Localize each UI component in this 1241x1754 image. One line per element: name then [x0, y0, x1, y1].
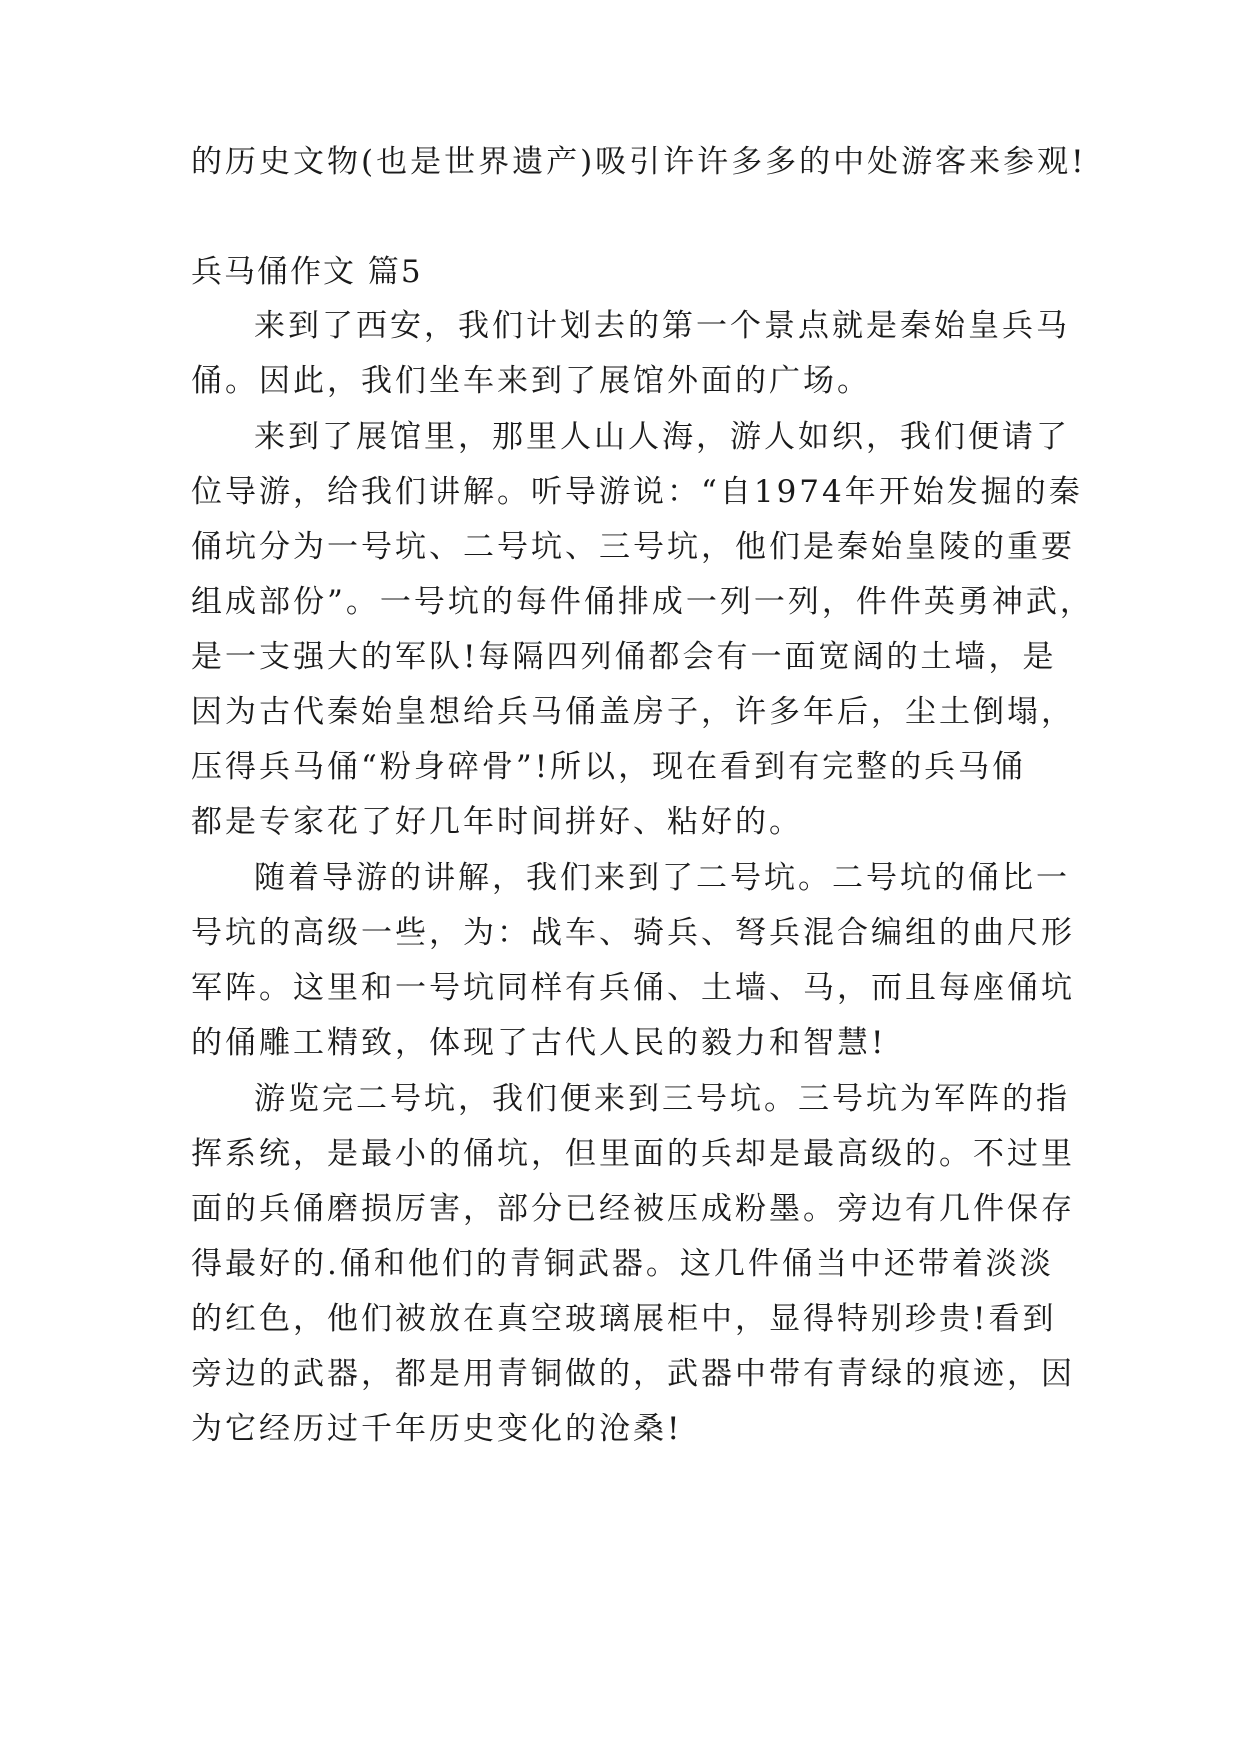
paragraph-3-line-2: 号坑的高级一些，为：战车、骑兵、弩兵混合编组的曲尺形	[191, 915, 1075, 951]
paragraph-3-line-1: 随着导游的讲解，我们来到了二号坑。二号坑的俑比一	[254, 860, 1070, 896]
paragraph-2-line-6: 因为古代秦始皇想给兵马俑盖房子，许多年后，尘土倒塌，	[191, 694, 1075, 730]
paragraph-1-line-2: 俑。因此，我们坐车来到了展馆外面的广场。	[191, 363, 871, 399]
paragraph-3-line-4: 的俑雕工精致，体现了古代人民的毅力和智慧!	[191, 1025, 887, 1061]
essay-heading: 兵马俑作文 篇5	[191, 254, 423, 290]
paragraph-4-line-4: 得最好的.俑和他们的青铜武器。这几件俑当中还带着淡淡	[191, 1246, 1054, 1282]
paragraph-3-line-3: 军阵。这里和一号坑同样有兵俑、土墙、马，而且每座俑坑	[191, 970, 1075, 1006]
paragraph-1-line-1: 来到了西安，我们计划去的第一个景点就是秦始皇兵马	[254, 308, 1070, 344]
paragraph-2-line-3: 俑坑分为一号坑、二号坑、三号坑，他们是秦始皇陵的重要	[191, 529, 1075, 565]
paragraph-2-line-5: 是一支强大的军队!每隔四列俑都会有一面宽阔的土墙，是	[191, 639, 1057, 675]
paragraph-2-line-2: 位导游，给我们讲解。听导游说：“自1974年开始发掘的秦	[191, 474, 1083, 510]
paragraph-2-line-4: 组成部份”。一号坑的每件俑排成一列一列，件件英勇神武，	[191, 584, 1094, 620]
paragraph-2-line-7: 压得兵马俑“粉身碎骨”!所以，现在看到有完整的兵马俑	[191, 749, 1027, 785]
paragraph-2-line-8: 都是专家花了好几年时间拼好、粘好的。	[191, 804, 803, 840]
continuation-line: 的历史文物(也是世界遗产)吸引许许多多的中处游客来参观!	[191, 144, 1087, 180]
paragraph-4-line-5: 的红色，他们被放在真空玻璃展柜中，显得特别珍贵!看到	[191, 1301, 1057, 1337]
paragraph-4-line-1: 游览完二号坑，我们便来到三号坑。三号坑为军阵的指	[254, 1081, 1070, 1117]
paragraph-4-line-6: 旁边的武器，都是用青铜做的，武器中带有青绿的痕迹，因	[191, 1356, 1075, 1392]
paragraph-2-line-1: 来到了展馆里，那里人山人海，游人如织，我们便请了	[254, 419, 1070, 455]
paragraph-4-line-3: 面的兵俑磨损厉害，部分已经被压成粉墨。旁边有几件保存	[191, 1191, 1075, 1227]
paragraph-4-line-7: 为它经历过千年历史变化的沧桑!	[191, 1411, 683, 1447]
paragraph-4-line-2: 挥系统，是最小的俑坑，但里面的兵却是最高级的。不过里	[191, 1136, 1075, 1172]
